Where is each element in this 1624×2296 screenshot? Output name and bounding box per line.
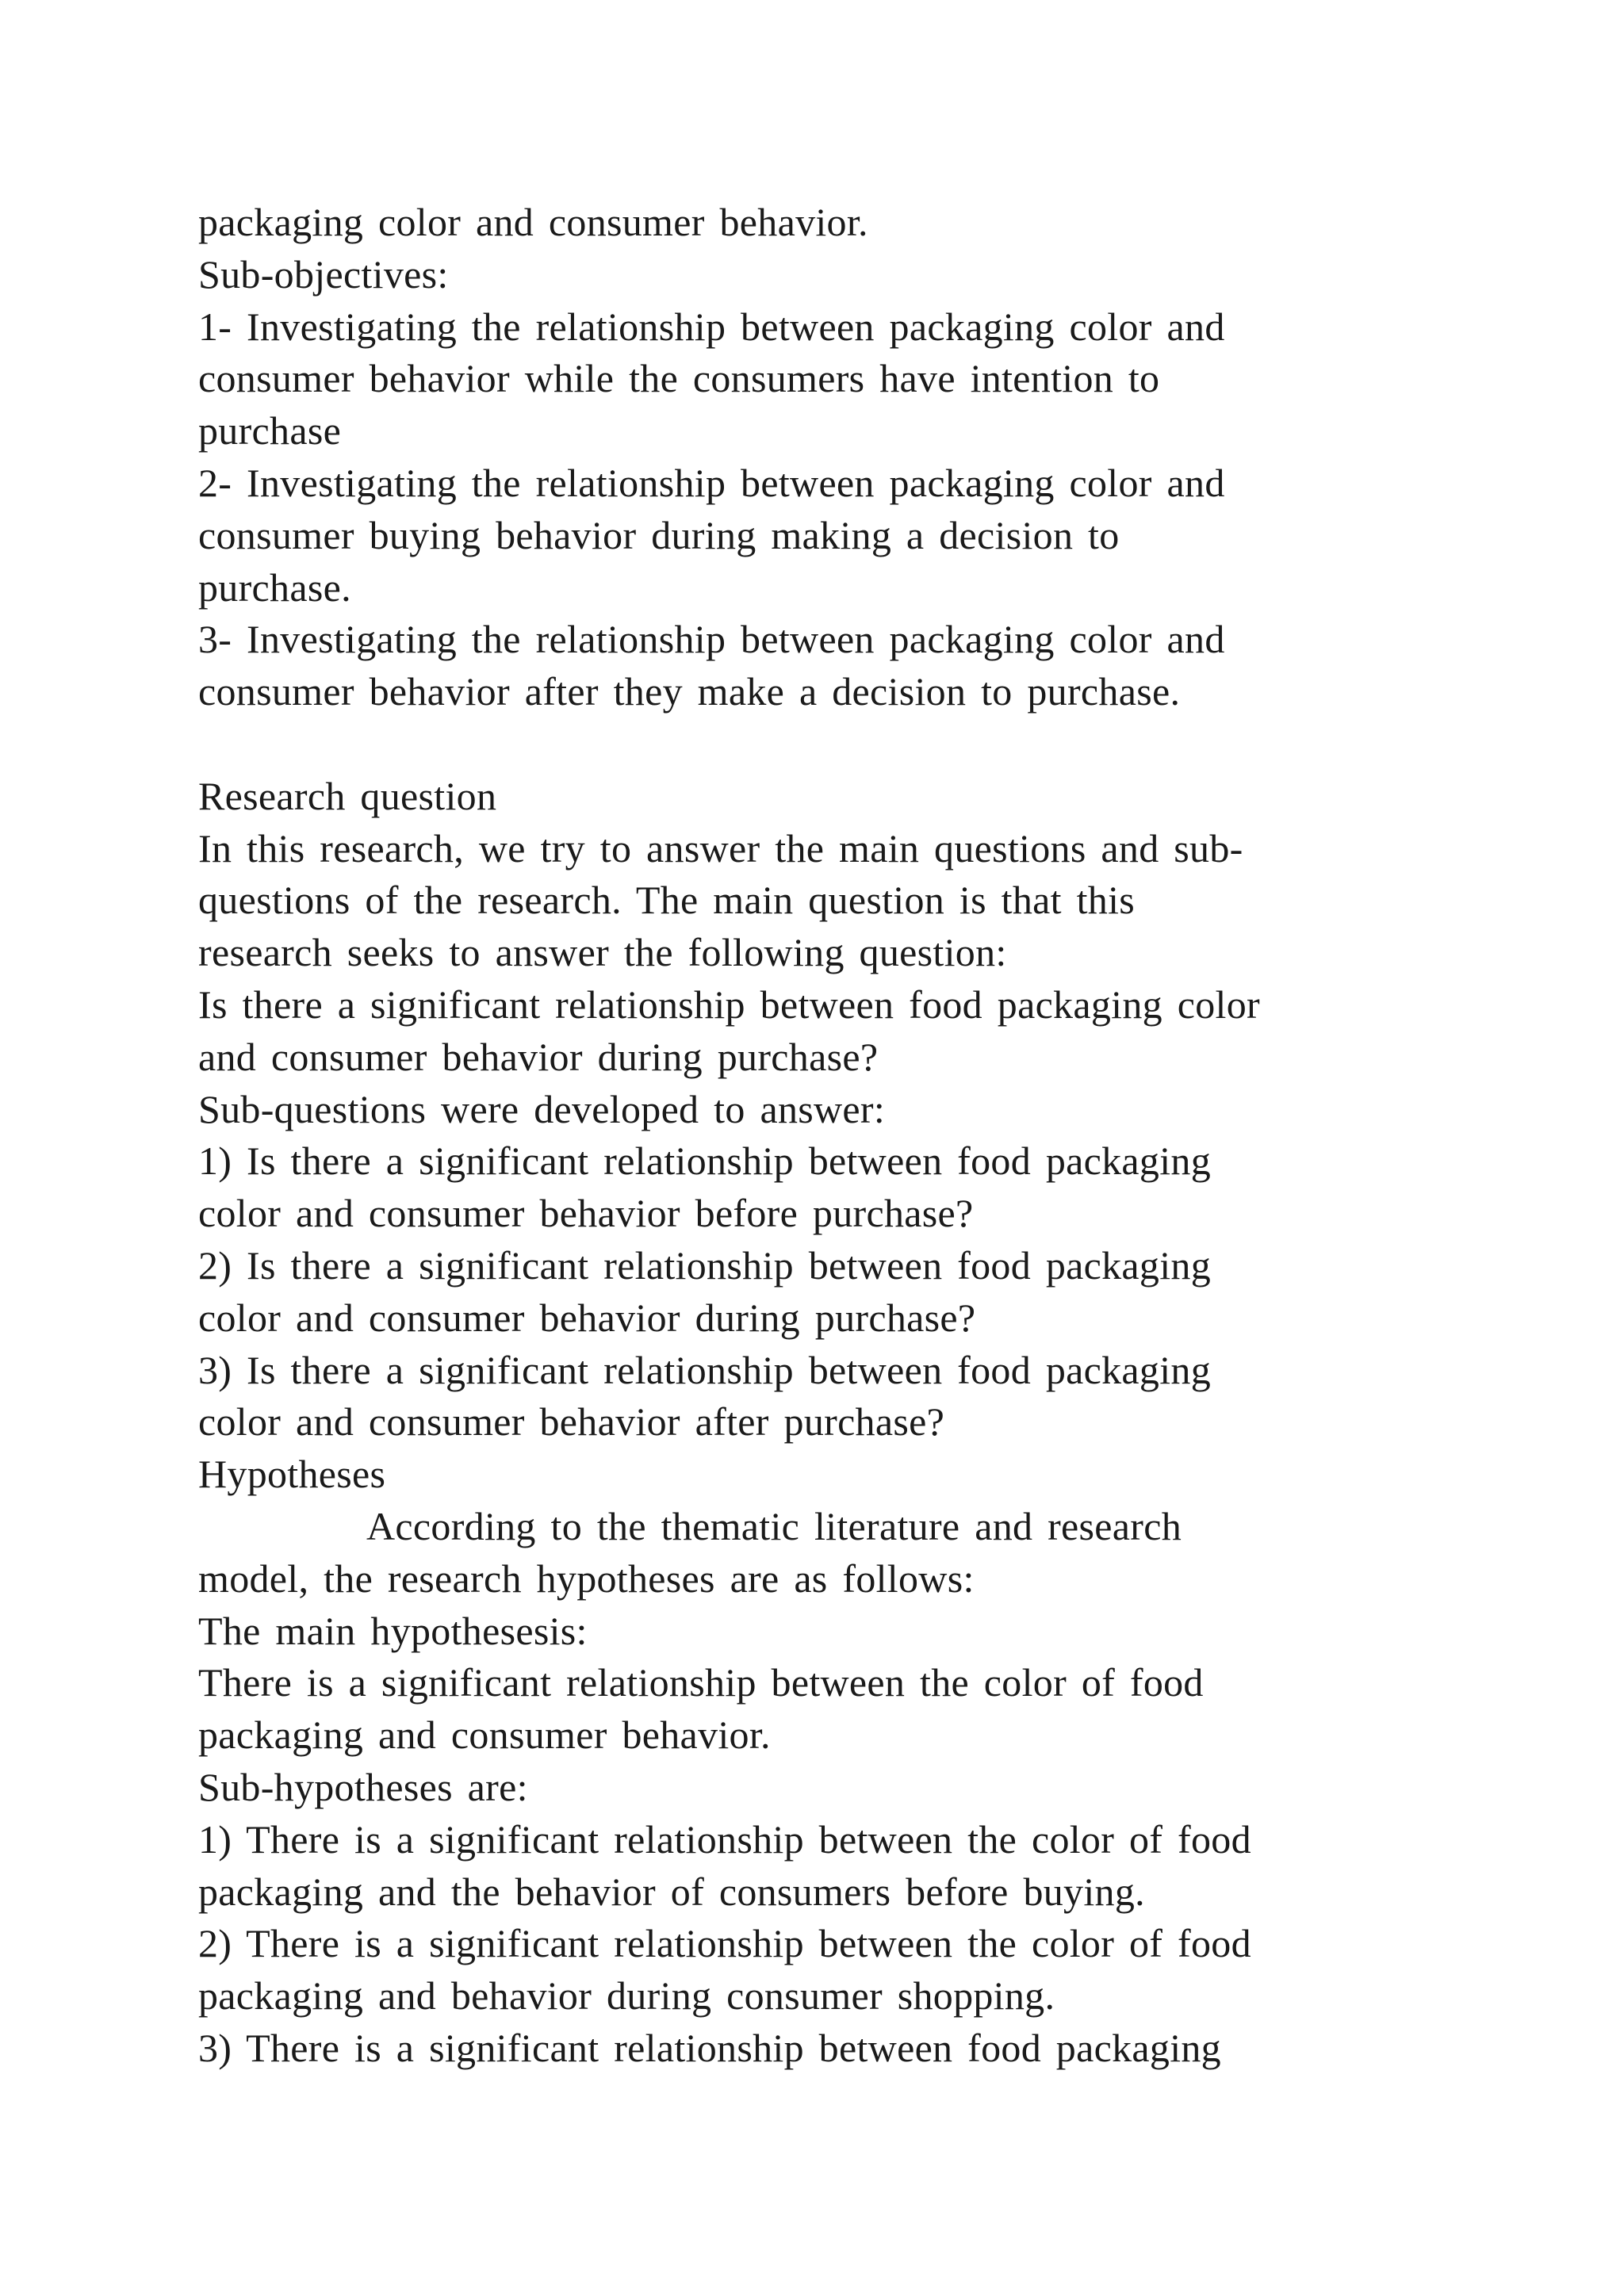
text-line: Is there a significant relationship between food packaging color [198, 982, 1260, 1027]
text-line: purchase [198, 408, 342, 453]
subheading-sub-objectives: Sub-objectives: [198, 251, 449, 297]
text-line: 1) There is a significant relationship between the color of food [198, 1816, 1251, 1862]
text-line: packaging and consumer behavior. [198, 1712, 771, 1758]
text-line: purchase. [198, 564, 351, 610]
text-line: 2- Investigating the relationship between packaging color and [198, 460, 1225, 505]
text-line-indented: According to the thematic literature and research [366, 1503, 1182, 1548]
text-line: 3) Is there a significant relationship between food packaging [198, 1347, 1211, 1392]
section-heading-research-question: Research question [198, 773, 497, 818]
text-line: Sub-questions were developed to answer: [198, 1086, 886, 1131]
text-line: research seeks to answer the following question: [198, 930, 1007, 975]
text-line: 2) Is there a significant relationship between food packaging [198, 1242, 1211, 1288]
text-line: color and consumer behavior during purchase? [198, 1295, 976, 1340]
text-line: There is a significant relationship between the color of food [198, 1660, 1204, 1705]
text-line: model, the research hypotheses are as follows: [198, 1556, 975, 1601]
text-line: 1) Is there a significant relationship between food packaging [198, 1138, 1211, 1184]
text-line: color and consumer behavior after purchase? [198, 1399, 945, 1445]
text-line: packaging color and consumer behavior. [198, 200, 868, 244]
text-line: 2) There is a significant relationship between the color of food [198, 1921, 1251, 1966]
text-line: The main hypothesesis: [198, 1608, 588, 1653]
text-line: consumer behavior while the consumers have intention to [198, 356, 1160, 401]
text-line: consumer behavior after they make a decision to purchase. [198, 669, 1181, 714]
text-line: 1- Investigating the relationship between packaging color and [198, 304, 1225, 349]
text-line: 3) There is a significant relationship between food packaging [198, 2025, 1221, 2070]
text-line: and consumer behavior during purchase? [198, 1034, 879, 1079]
text-line: In this research, we try to answer the main questions and sub- [198, 825, 1243, 871]
text-line: packaging and the behavior of consumers before buying. [198, 1869, 1145, 1914]
body-text [198, 197, 1546, 2075]
text-line: questions of the research. The main question is that this [198, 878, 1136, 923]
text-line: packaging and behavior during consumer shopping. [198, 1973, 1055, 2019]
section-heading-hypotheses: Hypotheses [198, 1452, 386, 1497]
blank-line [198, 718, 1546, 771]
text-line: 3- Investigating the relationship between packaging color and [198, 617, 1225, 662]
text-line: Sub-hypotheses are: [198, 1764, 528, 1809]
text-line: consumer buying behavior during making a decision to [198, 512, 1120, 557]
text-line: color and consumer behavior before purchase? [198, 1191, 974, 1236]
